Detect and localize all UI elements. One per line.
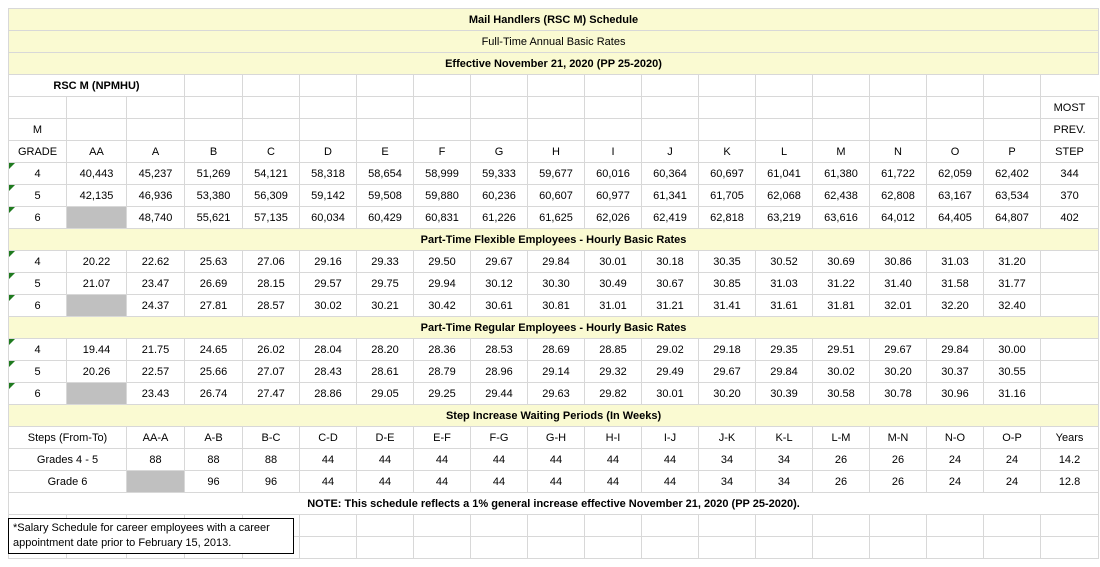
rate-cell: 28.04 <box>300 339 357 361</box>
cell-comment-marker <box>9 251 15 257</box>
rate-cell: 28.96 <box>471 361 528 383</box>
step-header-e: E <box>357 141 414 163</box>
waiting-header-aa-a: AA-A <box>127 427 185 449</box>
grade-value: 6 <box>34 211 41 224</box>
step-header-o: O <box>927 141 984 163</box>
empty-cell <box>1041 383 1099 405</box>
most-prev-step-cell: 344 <box>1041 163 1099 185</box>
rate-cell: 28.43 <box>300 361 357 383</box>
rate-cell-aa: 20.26 <box>67 361 127 383</box>
most-prev-step-cell: 402 <box>1041 207 1099 229</box>
rate-cell-aa <box>67 207 127 229</box>
rate-cell: 59,142 <box>300 185 357 207</box>
waiting-header-h-i: H-I <box>585 427 642 449</box>
rate-cell: 31.20 <box>984 251 1041 273</box>
rate-cell: 58,318 <box>300 163 357 185</box>
rate-cell: 60,016 <box>585 163 642 185</box>
rate-cell: 29.63 <box>528 383 585 405</box>
rate-cell: 30.69 <box>813 251 870 273</box>
rate-cell: 22.57 <box>127 361 185 383</box>
years-header: Years <box>1041 427 1099 449</box>
waiting-weeks-cell: 26 <box>870 449 927 471</box>
rate-cell: 48,740 <box>127 207 185 229</box>
waiting-weeks-cell: 44 <box>471 471 528 493</box>
rate-cell: 60,364 <box>642 163 699 185</box>
waiting-weeks-cell: 44 <box>528 449 585 471</box>
rate-cell: 29.16 <box>300 251 357 273</box>
table-row <box>9 339 1099 361</box>
rate-cell: 28.69 <box>528 339 585 361</box>
rate-cell: 30.02 <box>300 295 357 317</box>
rate-cell: 60,977 <box>585 185 642 207</box>
waiting-weeks-cell: 26 <box>813 449 870 471</box>
waiting-weeks-cell: 34 <box>756 449 813 471</box>
waiting-weeks-cell <box>127 471 185 493</box>
waiting-header-g-h: G-H <box>528 427 585 449</box>
rate-cell: 22.62 <box>127 251 185 273</box>
rate-cell: 26.02 <box>243 339 300 361</box>
grade-value: 5 <box>34 189 41 202</box>
rate-cell: 28.57 <box>243 295 300 317</box>
grade-value: 6 <box>34 299 41 312</box>
rate-cell: 53,380 <box>185 185 243 207</box>
footnote: *Salary Schedule for career employees with a career appointment date prior to February 15, 2013. <box>8 518 294 554</box>
grade-cell <box>9 339 67 361</box>
rate-cell: 29.67 <box>699 361 756 383</box>
rate-cell: 29.84 <box>756 361 813 383</box>
waiting-header-row <box>9 427 1099 449</box>
rate-cell: 61,705 <box>699 185 756 207</box>
waiting-weeks-cell: 44 <box>414 449 471 471</box>
rate-cell: 28.20 <box>357 339 414 361</box>
waiting-section-title: Step Increase Waiting Periods (In Weeks) <box>9 405 1099 427</box>
rate-cell: 29.02 <box>642 339 699 361</box>
page-title: Mail Handlers (RSC M) Schedule <box>9 9 1099 31</box>
rate-cell: 30.35 <box>699 251 756 273</box>
rate-cell: 31.03 <box>927 251 984 273</box>
rate-cell: 30.52 <box>756 251 813 273</box>
rate-cell: 29.82 <box>585 383 642 405</box>
rate-cell: 25.66 <box>185 361 243 383</box>
rate-cell: 28.61 <box>357 361 414 383</box>
rate-cell: 55,621 <box>185 207 243 229</box>
rate-cell: 30.86 <box>870 251 927 273</box>
rate-cell: 60,236 <box>471 185 528 207</box>
step-header-c: C <box>243 141 300 163</box>
waiting-header-n-o: N-O <box>927 427 984 449</box>
rate-cell: 30.20 <box>870 361 927 383</box>
rate-cell: 30.18 <box>642 251 699 273</box>
rate-cell: 62,818 <box>699 207 756 229</box>
rate-cell: 63,167 <box>927 185 984 207</box>
rate-cell: 28.79 <box>414 361 471 383</box>
waiting-periods <box>9 449 1099 493</box>
rate-cell: 31.01 <box>585 295 642 317</box>
waiting-weeks-cell: 44 <box>357 471 414 493</box>
most-prev-step-cell: 370 <box>1041 185 1099 207</box>
grade-header: GRADE <box>9 141 67 163</box>
rate-cell: 31.03 <box>756 273 813 295</box>
rate-cell: 31.58 <box>927 273 984 295</box>
rate-cell: 59,508 <box>357 185 414 207</box>
waiting-header-e-f: E-F <box>414 427 471 449</box>
grade-cell <box>9 295 67 317</box>
annual-rates <box>9 163 1099 229</box>
waiting-header-f-g: F-G <box>471 427 528 449</box>
step-header-n: N <box>870 141 927 163</box>
grade-value: 4 <box>34 255 41 268</box>
rate-cell: 60,607 <box>528 185 585 207</box>
rate-cell: 28.86 <box>300 383 357 405</box>
rate-cell: 63,219 <box>756 207 813 229</box>
waiting-weeks-cell: 96 <box>243 471 300 493</box>
waiting-weeks-cell: 24 <box>984 471 1041 493</box>
rate-cell: 29.94 <box>414 273 471 295</box>
waiting-weeks-cell: 44 <box>300 449 357 471</box>
rate-cell: 29.75 <box>357 273 414 295</box>
rate-cell: 30.02 <box>813 361 870 383</box>
cell-comment-marker <box>9 295 15 301</box>
rate-cell: 45,237 <box>127 163 185 185</box>
rate-cell: 61,341 <box>642 185 699 207</box>
rate-cell: 30.78 <box>870 383 927 405</box>
rate-cell: 28.53 <box>471 339 528 361</box>
rate-cell-aa: 20.22 <box>67 251 127 273</box>
empty-cell <box>1041 339 1099 361</box>
rate-cell: 27.47 <box>243 383 300 405</box>
cell-comment-marker <box>9 383 15 389</box>
rate-cell: 30.61 <box>471 295 528 317</box>
grade-value: 5 <box>34 365 41 378</box>
rate-cell: 29.67 <box>870 339 927 361</box>
waiting-weeks-cell: 34 <box>699 449 756 471</box>
step-header-a: A <box>127 141 185 163</box>
rate-cell: 27.81 <box>185 295 243 317</box>
rate-cell: 31.40 <box>870 273 927 295</box>
rate-cell: 64,012 <box>870 207 927 229</box>
waiting-weeks-cell: 44 <box>642 449 699 471</box>
rate-cell: 31.21 <box>642 295 699 317</box>
grade-header-top: M <box>9 119 67 141</box>
rate-cell: 62,808 <box>870 185 927 207</box>
cell-comment-marker <box>9 207 15 213</box>
rate-cell-aa: 21.07 <box>67 273 127 295</box>
rate-cell: 32.40 <box>984 295 1041 317</box>
step-header-g: G <box>471 141 528 163</box>
rate-cell: 27.07 <box>243 361 300 383</box>
rate-cell: 28.36 <box>414 339 471 361</box>
rate-cell: 62,059 <box>927 163 984 185</box>
grade-value: 6 <box>34 387 41 400</box>
table-row <box>9 163 1099 185</box>
waiting-weeks-cell: 24 <box>927 471 984 493</box>
rate-cell: 23.43 <box>127 383 185 405</box>
rate-cell: 29.32 <box>585 361 642 383</box>
waiting-row-label: Grades 4 - 5 <box>9 449 127 471</box>
table-row <box>9 295 1099 317</box>
waiting-header-i-j: I-J <box>642 427 699 449</box>
rate-cell-aa: 42,135 <box>67 185 127 207</box>
rate-cell: 29.14 <box>528 361 585 383</box>
waiting-header-b-c: B-C <box>243 427 300 449</box>
rate-cell: 30.21 <box>357 295 414 317</box>
rate-cell: 29.67 <box>471 251 528 273</box>
most-header-3: STEP <box>1041 141 1099 163</box>
empty-cell <box>1041 251 1099 273</box>
rate-cell: 31.16 <box>984 383 1041 405</box>
table-row <box>9 185 1099 207</box>
steps-from-to-label: Steps (From-To) <box>9 427 127 449</box>
rate-cell: 29.50 <box>414 251 471 273</box>
cell-comment-marker <box>9 185 15 191</box>
rate-cell: 61,041 <box>756 163 813 185</box>
waiting-header-a-b: A-B <box>185 427 243 449</box>
empty-cell <box>1041 295 1099 317</box>
rate-cell: 58,654 <box>357 163 414 185</box>
rate-cell: 30.81 <box>528 295 585 317</box>
cell-comment-marker <box>9 273 15 279</box>
step-header-d: D <box>300 141 357 163</box>
rate-cell: 21.75 <box>127 339 185 361</box>
step-header-l: L <box>756 141 813 163</box>
rate-cell: 29.49 <box>642 361 699 383</box>
grade-cell <box>9 383 67 405</box>
page-subtitle: Full-Time Annual Basic Rates <box>9 31 1099 53</box>
rate-cell: 24.37 <box>127 295 185 317</box>
waiting-row-label: Grade 6 <box>9 471 127 493</box>
step-header-p: P <box>984 141 1041 163</box>
rate-cell: 30.42 <box>414 295 471 317</box>
rate-cell: 64,807 <box>984 207 1041 229</box>
rate-cell: 28.85 <box>585 339 642 361</box>
rate-cell: 29.05 <box>357 383 414 405</box>
schedule-note: NOTE: This schedule reflects a 1% general increase effective November 21, 2020 (PP 25-2020). <box>9 493 1099 515</box>
table-row <box>9 251 1099 273</box>
waiting-header-j-k: J-K <box>699 427 756 449</box>
most-header-2: PREV. <box>1041 119 1099 141</box>
rsc-label: RSC M (NPMHU) <box>9 75 185 97</box>
waiting-header-m-n: M-N <box>870 427 927 449</box>
waiting-weeks-cell: 34 <box>699 471 756 493</box>
rate-cell: 30.37 <box>927 361 984 383</box>
rate-cell: 30.30 <box>528 273 585 295</box>
rate-cell: 27.06 <box>243 251 300 273</box>
rate-cell: 62,026 <box>585 207 642 229</box>
rate-cell: 58,999 <box>414 163 471 185</box>
rate-cell: 60,697 <box>699 163 756 185</box>
rate-cell: 64,405 <box>927 207 984 229</box>
grade-cell <box>9 163 67 185</box>
rate-cell: 61,625 <box>528 207 585 229</box>
rate-cell: 29.18 <box>699 339 756 361</box>
grade-value: 5 <box>34 277 41 290</box>
step-header-i: I <box>585 141 642 163</box>
ptf-rates <box>9 251 1099 317</box>
waiting-weeks-cell: 24 <box>984 449 1041 471</box>
rate-cell-aa <box>67 295 127 317</box>
rate-cell: 61,722 <box>870 163 927 185</box>
rate-cell: 25.63 <box>185 251 243 273</box>
table-row <box>9 273 1099 295</box>
rate-cell: 30.67 <box>642 273 699 295</box>
grade-cell <box>9 251 67 273</box>
rate-cell: 56,309 <box>243 185 300 207</box>
rate-cell: 60,034 <box>300 207 357 229</box>
years-cell: 12.8 <box>1041 471 1099 493</box>
cell-comment-marker <box>9 163 15 169</box>
waiting-weeks-cell: 44 <box>585 471 642 493</box>
rate-cell: 31.81 <box>813 295 870 317</box>
rate-cell: 30.85 <box>699 273 756 295</box>
ptf-section-title: Part-Time Flexible Employees - Hourly Basic Rates <box>9 229 1099 251</box>
rate-cell: 31.41 <box>699 295 756 317</box>
cell-comment-marker <box>9 361 15 367</box>
waiting-header-l-m: L-M <box>813 427 870 449</box>
rate-cell: 29.44 <box>471 383 528 405</box>
rate-cell: 26.69 <box>185 273 243 295</box>
rate-cell: 31.77 <box>984 273 1041 295</box>
waiting-header-o-p: O-P <box>984 427 1041 449</box>
rate-cell: 30.12 <box>471 273 528 295</box>
rate-cell: 59,880 <box>414 185 471 207</box>
rate-cell: 29.51 <box>813 339 870 361</box>
step-header-k: K <box>699 141 756 163</box>
rate-cell: 30.49 <box>585 273 642 295</box>
rate-cell: 30.20 <box>699 383 756 405</box>
rate-cell: 29.33 <box>357 251 414 273</box>
grade-value: 4 <box>34 167 41 180</box>
table-row <box>9 207 1099 229</box>
effective-date: Effective November 21, 2020 (PP 25-2020) <box>9 53 1099 75</box>
grade-value: 4 <box>34 343 41 356</box>
rate-cell: 59,333 <box>471 163 528 185</box>
most-header-1: MOST <box>1041 97 1099 119</box>
waiting-weeks-cell: 88 <box>243 449 300 471</box>
waiting-weeks-cell: 44 <box>300 471 357 493</box>
step-header-f: F <box>414 141 471 163</box>
rate-cell-aa: 19.44 <box>67 339 127 361</box>
rate-cell: 30.96 <box>927 383 984 405</box>
rate-cell: 63,616 <box>813 207 870 229</box>
step-header-m: M <box>813 141 870 163</box>
step-header-aa: AA <box>67 141 127 163</box>
rate-cell: 30.01 <box>642 383 699 405</box>
ptr-section-title: Part-Time Regular Employees - Hourly Basic Rates <box>9 317 1099 339</box>
rate-cell: 51,269 <box>185 163 243 185</box>
rate-cell: 31.61 <box>756 295 813 317</box>
step-header-j: J <box>642 141 699 163</box>
rate-cell: 54,121 <box>243 163 300 185</box>
rate-cell: 62,419 <box>642 207 699 229</box>
salary-schedule-table <box>8 8 1099 559</box>
grade-cell <box>9 361 67 383</box>
rate-cell: 60,831 <box>414 207 471 229</box>
waiting-weeks-cell: 44 <box>414 471 471 493</box>
empty-cell <box>1041 273 1099 295</box>
waiting-weeks-cell: 96 <box>185 471 243 493</box>
waiting-header-c-d: C-D <box>300 427 357 449</box>
rate-cell: 60,429 <box>357 207 414 229</box>
waiting-weeks-cell: 88 <box>127 449 185 471</box>
rate-cell: 31.22 <box>813 273 870 295</box>
waiting-weeks-cell: 44 <box>585 449 642 471</box>
rate-cell: 63,534 <box>984 185 1041 207</box>
waiting-weeks-cell: 44 <box>471 449 528 471</box>
ptr-rates <box>9 339 1099 405</box>
rate-cell: 62,402 <box>984 163 1041 185</box>
waiting-weeks-cell: 26 <box>870 471 927 493</box>
years-cell: 14.2 <box>1041 449 1099 471</box>
rate-cell: 57,135 <box>243 207 300 229</box>
rate-cell: 46,936 <box>127 185 185 207</box>
rate-cell: 30.00 <box>984 339 1041 361</box>
waiting-weeks-cell: 44 <box>642 471 699 493</box>
rate-cell-aa: 40,443 <box>67 163 127 185</box>
waiting-weeks-cell: 24 <box>927 449 984 471</box>
rate-cell: 23.47 <box>127 273 185 295</box>
rate-cell-aa <box>67 383 127 405</box>
rate-cell: 62,438 <box>813 185 870 207</box>
rate-cell: 32.20 <box>927 295 984 317</box>
rate-cell: 59,677 <box>528 163 585 185</box>
rate-cell: 29.84 <box>528 251 585 273</box>
rate-cell: 28.15 <box>243 273 300 295</box>
rate-cell: 62,068 <box>756 185 813 207</box>
waiting-weeks-cell: 26 <box>813 471 870 493</box>
empty-cell <box>1041 361 1099 383</box>
rate-cell: 61,380 <box>813 163 870 185</box>
waiting-header-d-e: D-E <box>357 427 414 449</box>
table-row <box>9 471 1099 493</box>
waiting-weeks-cell: 88 <box>185 449 243 471</box>
rate-cell: 26.74 <box>185 383 243 405</box>
grade-cell <box>9 185 67 207</box>
table-row <box>9 449 1099 471</box>
grade-cell <box>9 273 67 295</box>
step-header-h: H <box>528 141 585 163</box>
table-row <box>9 383 1099 405</box>
waiting-weeks-cell: 44 <box>357 449 414 471</box>
step-header-b: B <box>185 141 243 163</box>
rate-cell: 61,226 <box>471 207 528 229</box>
table-row <box>9 361 1099 383</box>
waiting-weeks-cell: 34 <box>756 471 813 493</box>
step-header-row <box>9 141 1099 163</box>
waiting-header-k-l: K-L <box>756 427 813 449</box>
grade-cell <box>9 207 67 229</box>
rate-cell: 29.57 <box>300 273 357 295</box>
rate-cell: 29.25 <box>414 383 471 405</box>
rate-cell: 32.01 <box>870 295 927 317</box>
rate-cell: 30.39 <box>756 383 813 405</box>
rate-cell: 30.58 <box>813 383 870 405</box>
waiting-weeks-cell: 44 <box>528 471 585 493</box>
rate-cell: 24.65 <box>185 339 243 361</box>
rate-cell: 29.84 <box>927 339 984 361</box>
rate-cell: 30.01 <box>585 251 642 273</box>
rate-cell: 30.55 <box>984 361 1041 383</box>
rate-cell: 29.35 <box>756 339 813 361</box>
cell-comment-marker <box>9 339 15 345</box>
